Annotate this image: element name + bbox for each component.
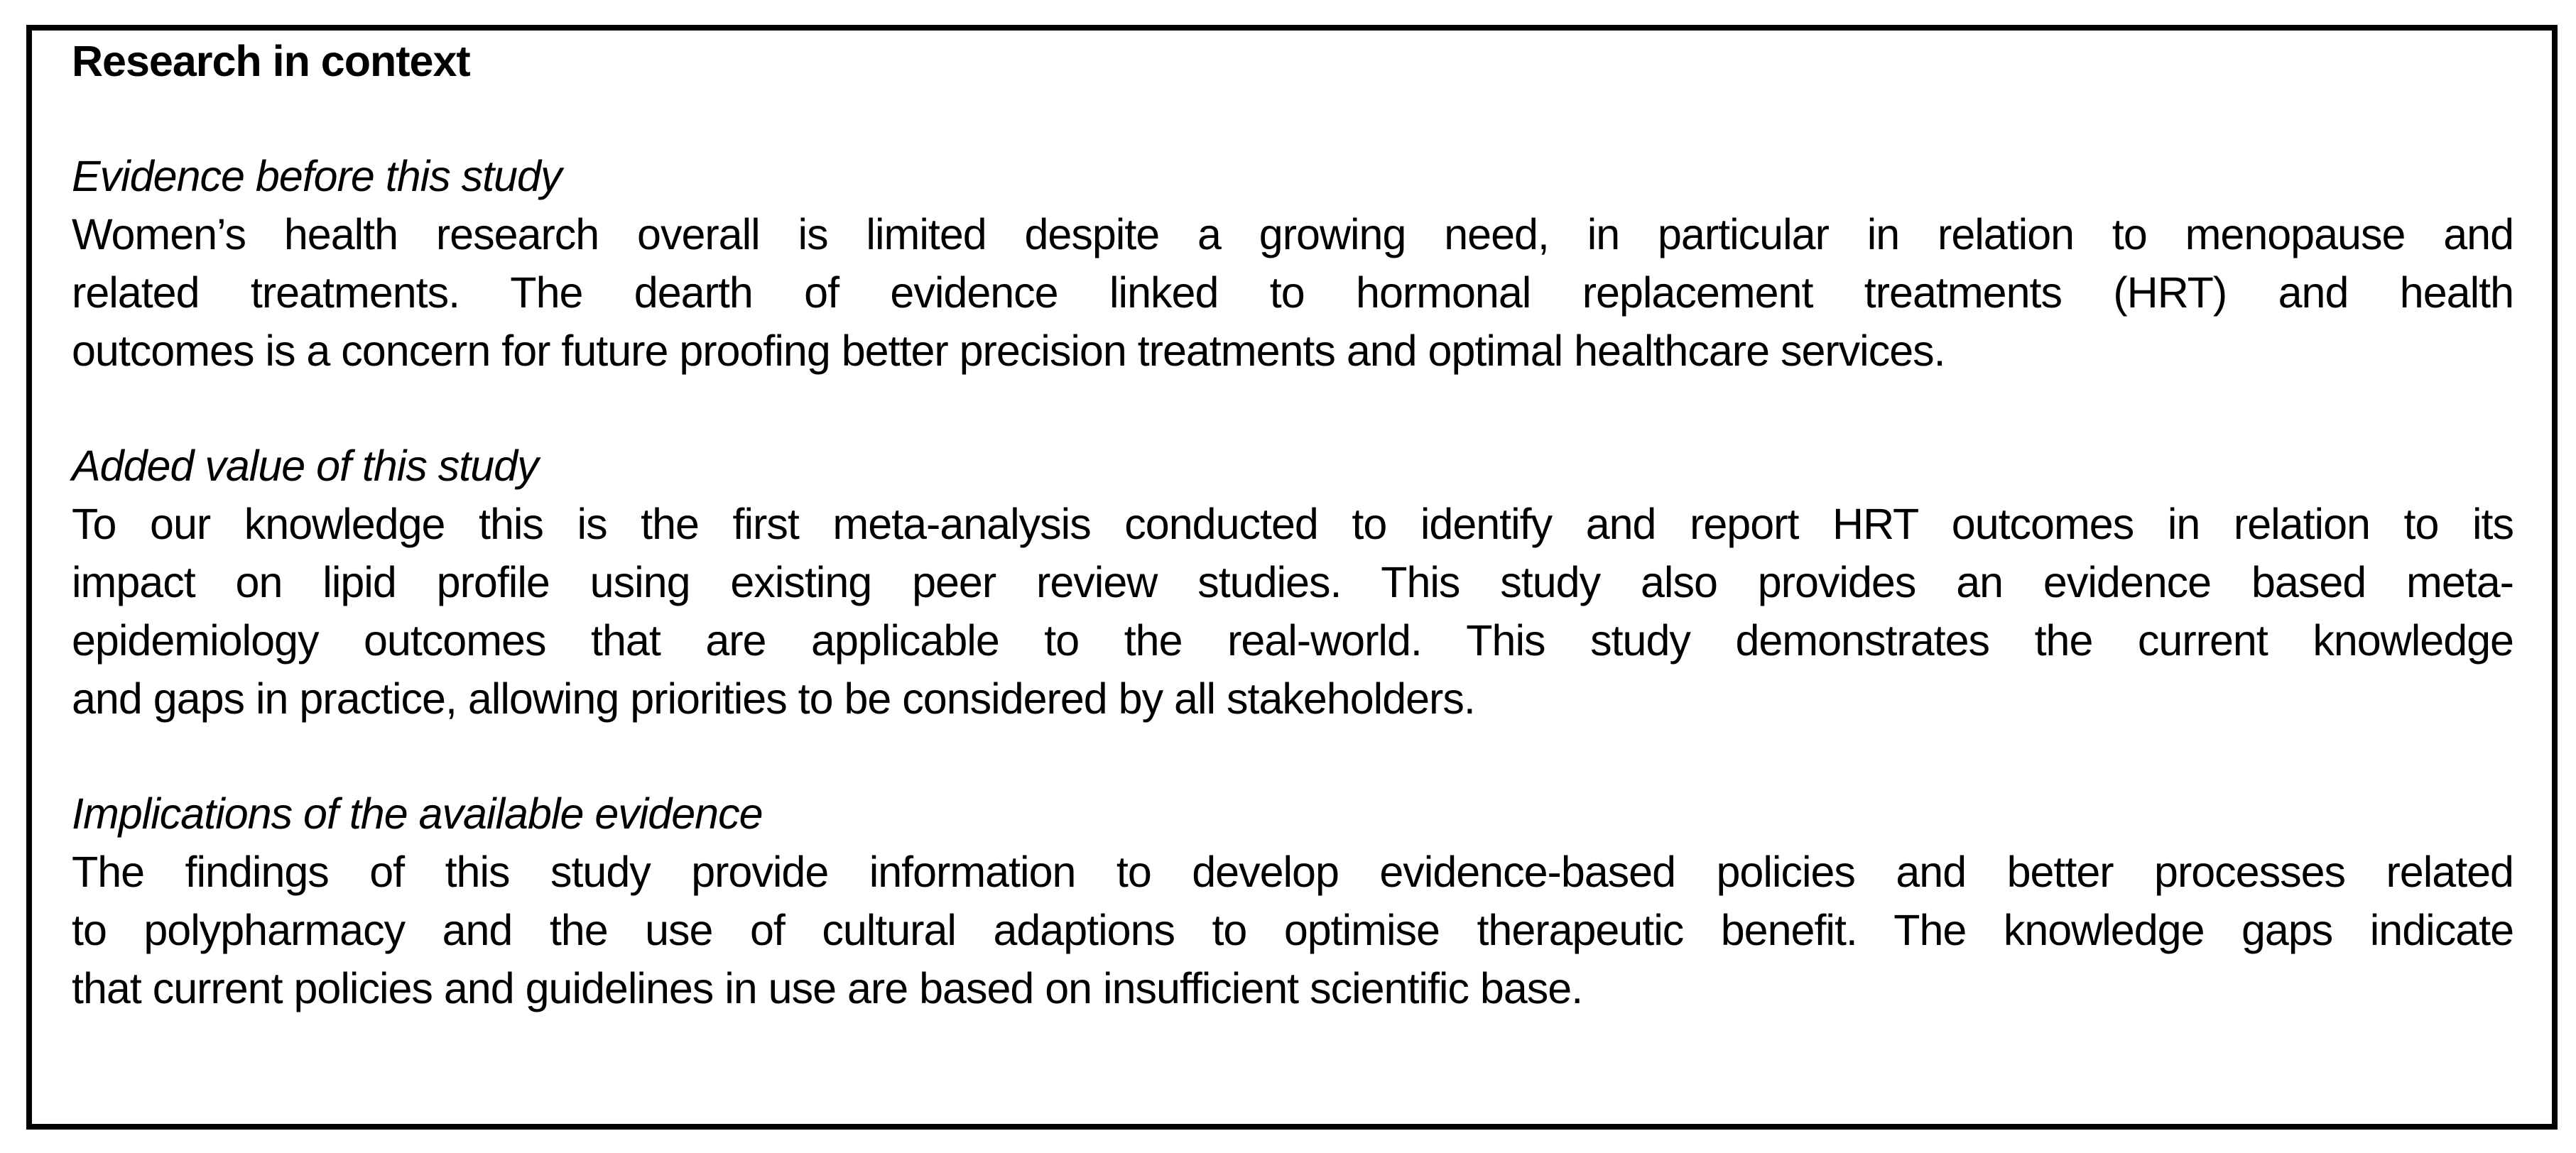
paragraph-added-value <box>72 495 2513 728</box>
paragraph-line: epidemiology outcomes that are applicable to the real-world. This study demonstrates the current knowledge <box>72 616 2513 665</box>
section-heading-evidence: Evidence before this study <box>72 152 562 200</box>
paragraph-line: that current policies and guidelines in use are based on insufficient scientific base. <box>72 964 1583 1012</box>
paragraph-line: outcomes is a concern for future proofing better precision treatments and optimal healthcare services. <box>72 327 1945 375</box>
paragraph-evidence <box>72 205 2513 380</box>
paragraph-line: to polypharmacy and the use of cultural adaptions to optimise therapeutic benefit. The knowledge gaps indicate <box>72 906 2513 954</box>
panel-title: Research in context <box>72 37 470 85</box>
paragraph-line: Women’s health research overall is limited despite a growing need, in particular in relation to menopause and <box>72 210 2513 258</box>
section-added-value-of-this-study <box>72 437 2513 728</box>
paragraph-implications <box>72 843 2513 1017</box>
section-heading-added-value: Added value of this study <box>72 442 538 490</box>
section-implications-of-available-evidence <box>72 785 2513 1017</box>
paragraph-line: The findings of this study provide information to develop evidence-based policies and better processes related <box>72 848 2513 896</box>
research-in-context-panel <box>26 25 2558 1130</box>
paragraph-line: and gaps in practice, allowing priorities to be considered by all stakeholders. <box>72 674 1475 723</box>
paragraph-line: To our knowledge this is the first meta-analysis conducted to identify and report HRT outcomes in relation to its <box>72 500 2513 548</box>
section-heading-implications: Implications of the available evidence <box>72 789 763 838</box>
section-evidence-before-this-study <box>72 147 2513 380</box>
paragraph-line: related treatments. The dearth of evidence linked to hormonal replacement treatments (HRT) and health <box>72 268 2513 317</box>
paragraph-line: impact on lipid profile using existing peer review studies. This study also provides an evidence based meta- <box>72 558 2513 606</box>
